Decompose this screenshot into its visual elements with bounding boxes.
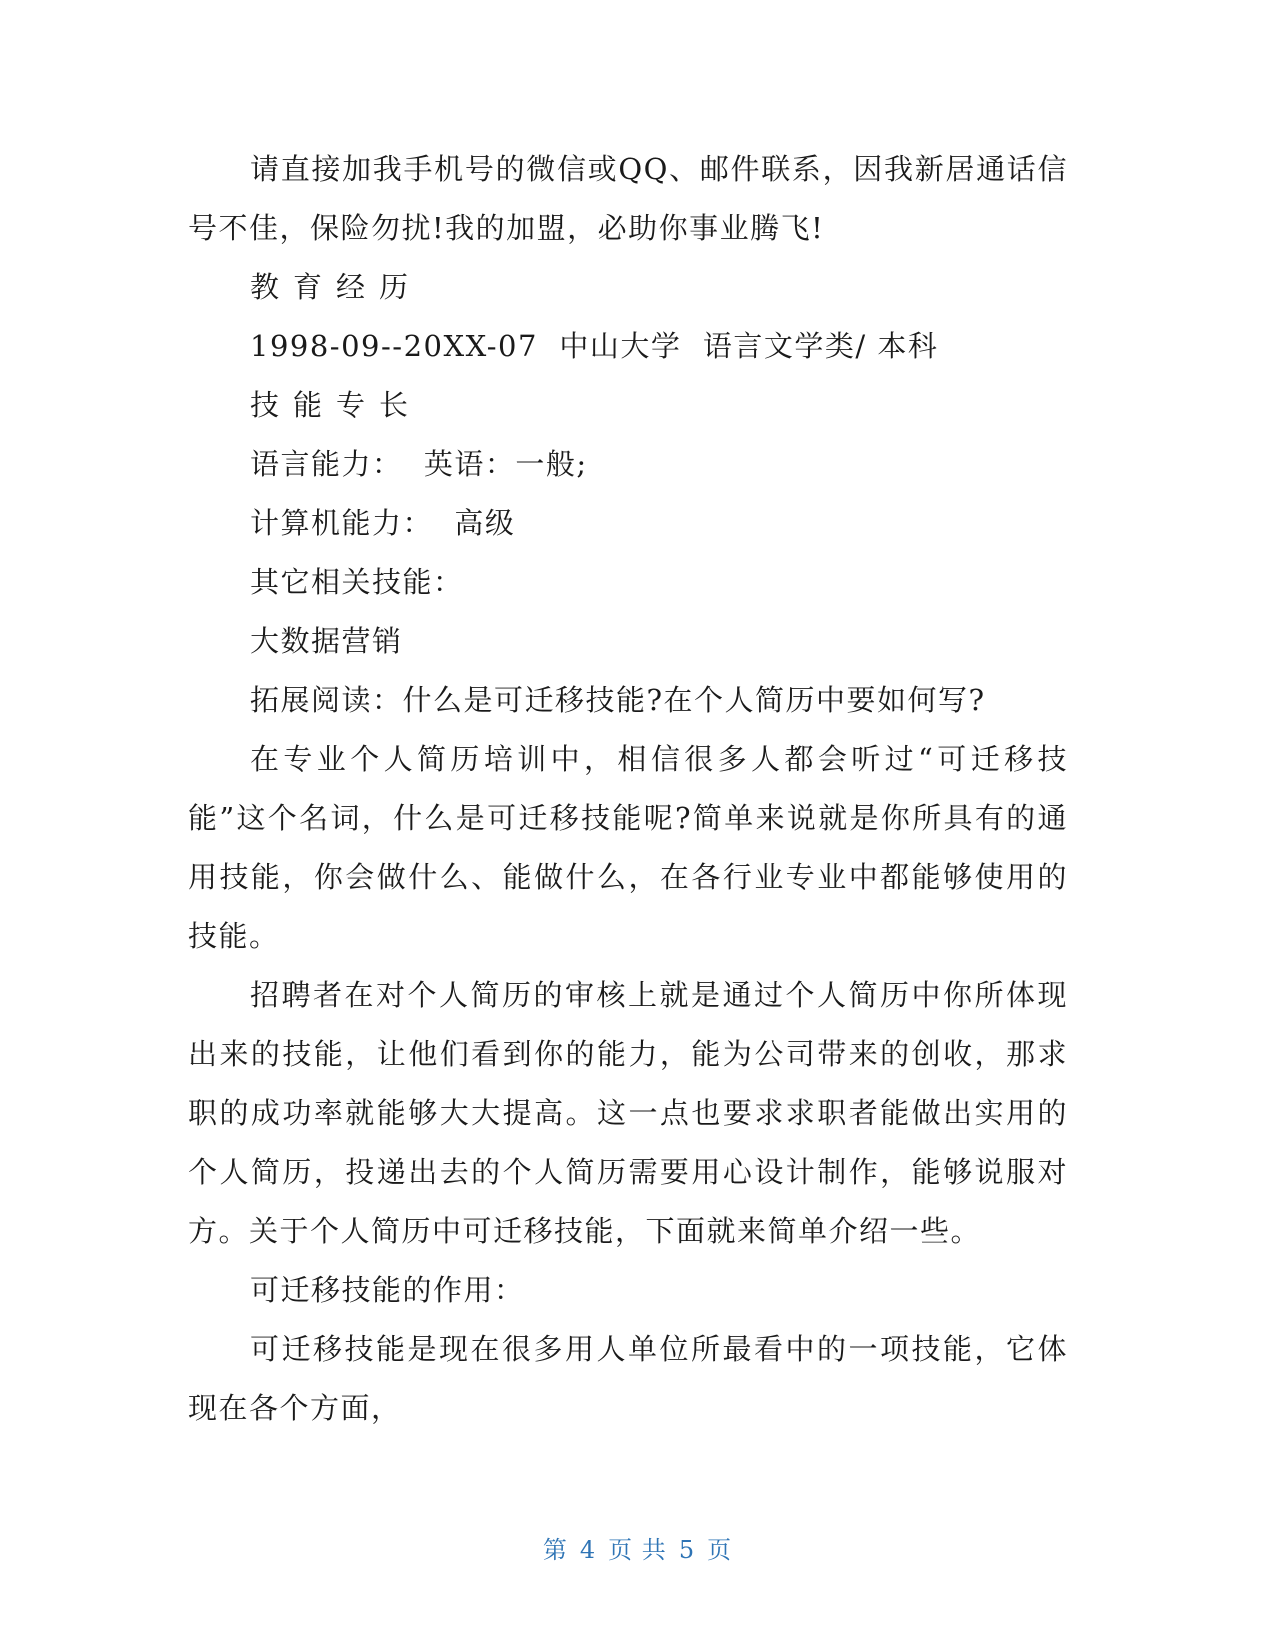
footer-suffix: 页 [707, 1536, 733, 1564]
computer-skill: 计算机能力： 高级 [250, 506, 516, 540]
footer-prefix: 第 [542, 1536, 568, 1564]
education-entry: 1998-09--20XX-07 中山大学 语言文学类/ 本科 [250, 329, 939, 363]
page-footer [0, 1530, 1275, 1565]
other-skill-item: 大数据营销 [250, 624, 403, 658]
language-skill: 语言能力： 英语：一般; [250, 447, 588, 481]
extended-reading-title: 拓展阅读：什么是可迁移技能?在个人简历中要如何写? [250, 683, 986, 717]
function-paragraph: 可迁移技能是现在很多用人单位所最看中的一项技能，它体现在各个方面， [188, 1332, 1068, 1425]
function-label: 可迁移技能的作用： [250, 1273, 525, 1307]
other-skills-label: 其它相关技能： [250, 565, 464, 599]
recruiter-paragraph: 招聘者在对个人简历的审核上就是通过个人简历中你所体现出来的技能，让他们看到你的能力，能为公司带来的创收，那求职的成功率就能够大大提高。这一点也要求求职者能做出实用的个人简历，投递出去的个人简历需要用心设计制作，能够说服对方。关于个人简历中可迁移技能，下面就来简单介绍一些。 [188, 978, 1068, 1248]
intro-paragraph: 在专业个人简历培训中，相信很多人都会听过“可迁移技能”这个名词，什么是可迁移技能呢?简单来说就是你所具有的通用技能，你会做什么、能做什么，在各行业专业中都能够使用的技能。 [188, 742, 1068, 953]
education-heading: 教育经历 [250, 270, 423, 304]
contact-paragraph: 请直接加我手机号的微信或QQ、邮件联系，因我新居通话信号不佳，保险勿扰!我的加盟，必助你事业腾飞! [188, 152, 1068, 245]
footer-middle: 页 共 [608, 1536, 667, 1564]
page-content [188, 140, 1068, 1438]
footer-total-pages: 5 [678, 1536, 696, 1564]
skills-heading: 技能专长 [250, 388, 423, 422]
footer-current-page: 4 [579, 1536, 597, 1564]
